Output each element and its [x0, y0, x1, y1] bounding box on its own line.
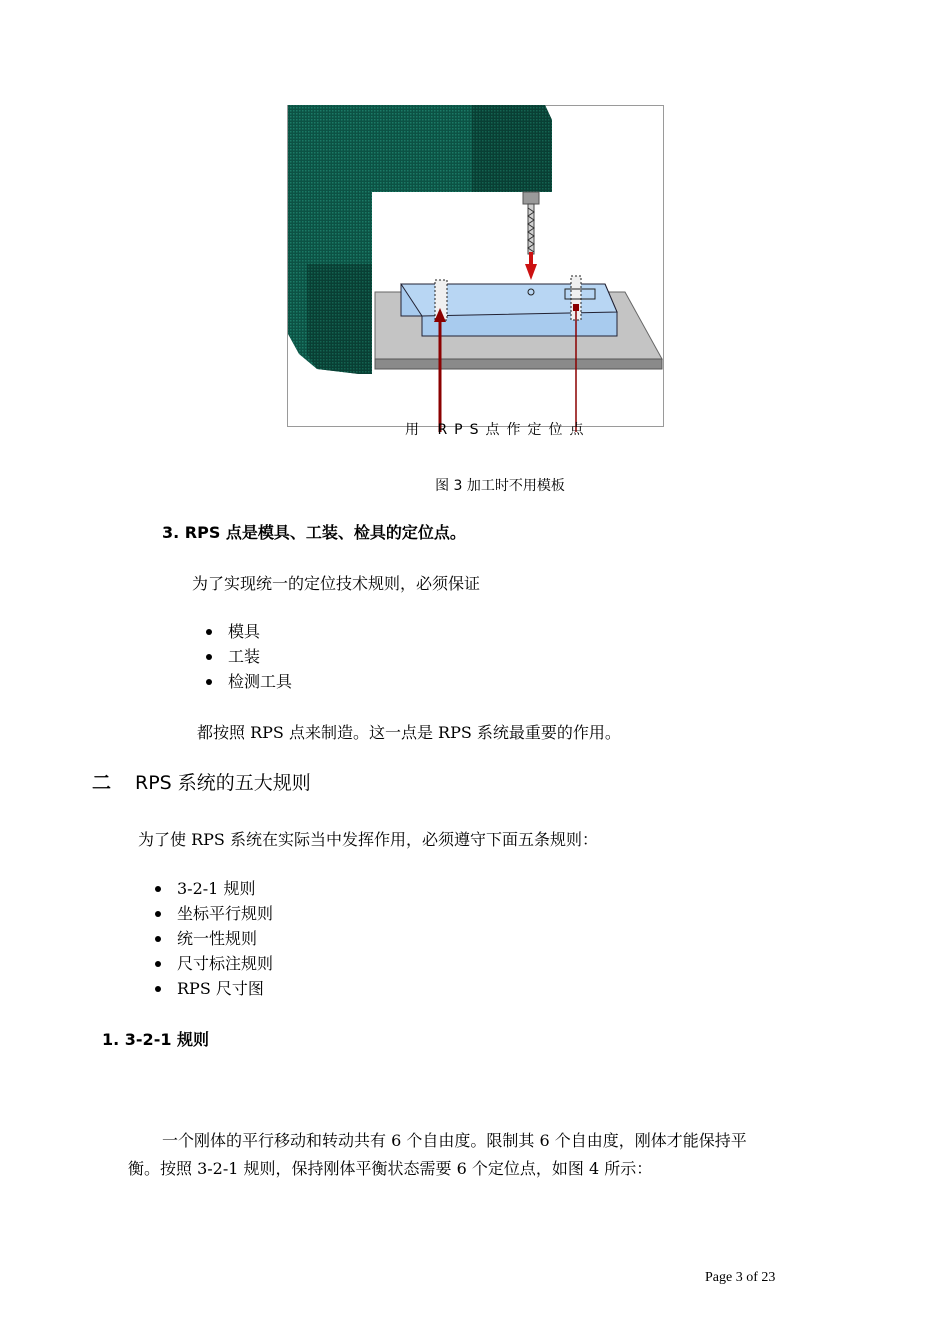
section-3-outro: 都按照 RPS 点来制造。这一点是 RPS 系统最重要的作用。	[197, 723, 621, 742]
list-item: 尺寸标注规则	[177, 951, 273, 976]
spindle	[523, 192, 539, 280]
list-item: 模具	[228, 619, 292, 644]
section-3-list	[228, 619, 292, 694]
section-3-intro: 为了实现统一的定位技术规则，必须保证	[192, 574, 481, 593]
rule-1-paragraph-line-2: 衡。按照 3-2-1 规则，保持刚体平衡状态需要 6 个定位点，如图 4 所示：	[128, 1159, 653, 1178]
section-two-intro: 为了使 RPS 系统在实际当中发挥作用，必须遵守下面五条规则：	[138, 830, 598, 849]
figure-caption: 图 3 加工时不用模板	[435, 478, 565, 494]
bullet-icon	[155, 886, 161, 892]
list-item: 坐标平行规则	[177, 901, 273, 926]
section-two-title: RPS 系统的五大规则	[135, 772, 311, 794]
list-item: 检测工具	[228, 669, 292, 694]
list-item: 统一性规则	[177, 926, 273, 951]
list-item: 工装	[228, 644, 292, 669]
workpiece	[401, 276, 617, 336]
rule-1-heading: 1. 3-2-1 规则	[102, 1030, 210, 1049]
bullet-icon	[155, 961, 161, 967]
bullet-icon	[206, 679, 212, 685]
section-3-heading: 3. RPS 点是模具、工装、检具的定位点。	[162, 523, 466, 542]
page-number: Page 3 of 23	[705, 1270, 776, 1285]
figure-label: 用 RPS点作定位点	[405, 422, 591, 438]
bullet-icon	[206, 629, 212, 635]
list-item: 3-2-1 规则	[177, 876, 273, 901]
machining-illustration	[287, 104, 667, 434]
bullet-icon	[206, 654, 212, 660]
rules-list	[177, 876, 273, 1001]
section-two-number: 二	[92, 772, 112, 794]
bullet-icon	[155, 911, 161, 917]
bullet-icon	[155, 986, 161, 992]
bullet-icon	[155, 936, 161, 942]
list-item: RPS 尺寸图	[177, 976, 273, 1001]
rule-1-paragraph-line-1: 一个刚体的平行移动和转动共有 6 个自由度。限制其 6 个自由度，刚体才能保持平	[162, 1131, 747, 1150]
